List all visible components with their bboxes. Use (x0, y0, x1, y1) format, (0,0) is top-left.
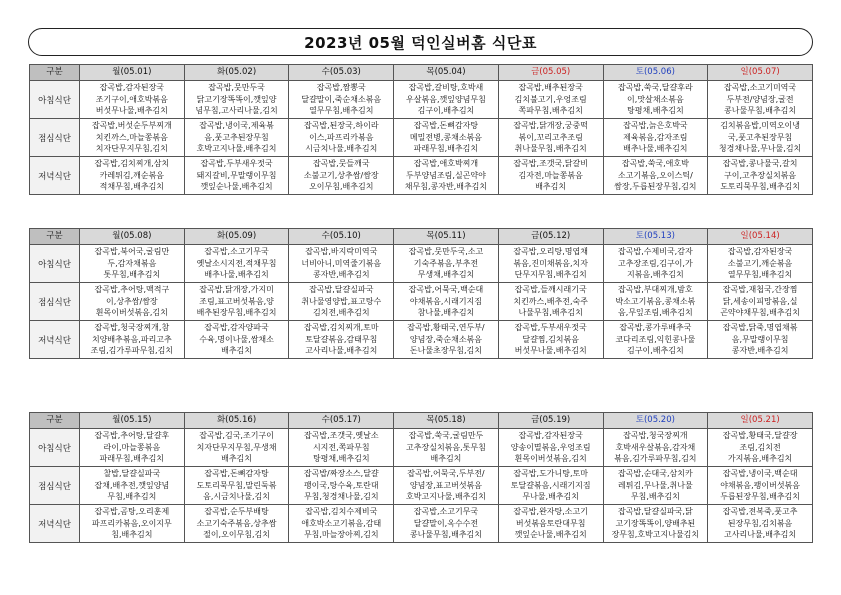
menu-line: 잡곡밥,돈뼈감자탕 (413, 121, 479, 131)
menu-line: 배추김치 (535, 182, 567, 192)
menu-line: 호박고지나물,배추김치 (406, 492, 486, 502)
menu-line: 콩자반,배추김치 (312, 270, 370, 280)
menu-cell (603, 119, 708, 157)
menu-line: 김구이,배추김치 (417, 106, 475, 116)
menu-line: 이스,파프리카볶음 (309, 132, 374, 142)
menu-line: 김구이,배추김치 (627, 346, 684, 356)
menu-line: 고추장실치볶음,톳무침 (406, 442, 486, 452)
menu-line: 청경채나물,무나물,김치 (718, 144, 802, 154)
menu-line: 채무침,콩자반,배추김치 (404, 182, 488, 192)
menu-line: 잡곡밥,콩나물국,갈치 (722, 159, 798, 169)
menu-line: 조림,표고버섯볶음,양 (199, 296, 274, 306)
menu-line: 지볶음,배추김치 (627, 270, 684, 280)
menu-line: 치양배추볶음,파리고추 (91, 334, 172, 344)
menu-line: 음,풋고추된장무침 (204, 132, 269, 142)
menu-line: 도토리묵무침,말린둑볶 (196, 480, 277, 490)
week-table-1 (29, 64, 813, 195)
menu-line: 잡곡밥,짬뽕국 (316, 83, 366, 93)
menu-line: 두부양념조림,실곤약야 (406, 170, 486, 180)
menu-line: 볶이,꼬리고추조림 (518, 132, 583, 142)
menu-line: 잡곡밥,추어탕,맥적구 (94, 285, 170, 295)
menu-line: 열무무침,배추김치 (309, 106, 374, 116)
menu-line: 잡곡밥,재첩국,간장찜 (722, 285, 798, 295)
menu-line: 잡곡밥,김치찌개,삼치 (94, 159, 170, 169)
menu-line: 잡곡밥,황태국,달걀장 (722, 431, 798, 441)
menu-line: 탕평채,배추김치 (312, 454, 370, 464)
menu-line: 음,무말랭이무침 (731, 334, 789, 344)
menu-line: 콩자반,배추김치 (731, 346, 789, 356)
menu-line: 김자전,마늘쫑볶음 (518, 170, 583, 180)
menu-cell (394, 157, 499, 195)
menu-line: 볶음,진미채볶음,치자 (513, 258, 588, 268)
menu-line: 취나물영양밥,표고탕수 (301, 296, 382, 306)
category-header: 구분 (30, 229, 80, 245)
menu-line: 취나물무침,배추김치 (514, 144, 587, 154)
menu-line: 배추김치 (221, 346, 253, 356)
menu-cell (184, 81, 289, 119)
day-header: 수(05.03) (289, 65, 394, 81)
day-header: 토(05.06) (603, 65, 708, 81)
menu-line: 잡곡밥,소고기미역국 (724, 83, 797, 93)
day-header: 목(05.18) (394, 413, 499, 429)
menu-cell (289, 81, 394, 119)
menu-line: 잡곡밥/짜장소스,달걀 (303, 469, 379, 479)
menu-line: 쪽파무침,배추김치 (518, 106, 583, 116)
menu-line: 달걀찜,김치볶음 (522, 334, 579, 344)
menu-line: 조기구이,애호박볶음 (95, 94, 168, 104)
menu-cell (394, 283, 499, 321)
menu-line: 카레튀김,깨순볶음 (99, 170, 165, 180)
menu-line: 달걀말이,옥수수전 (413, 518, 479, 528)
day-header: 화(05.16) (184, 413, 289, 429)
menu-cell (603, 81, 708, 119)
menu-line: 잡곡밥,쑥국,애호박 (621, 159, 689, 169)
menu-cell (708, 81, 813, 119)
menu-line: 양념장,죽순채소볶음 (409, 334, 483, 344)
meal-row (30, 245, 813, 283)
menu-cell (184, 245, 289, 283)
meal-row (30, 429, 813, 467)
menu-line: 치자단무지무침,김치 (95, 144, 168, 154)
menu-cell (498, 467, 603, 505)
menu-line: 잡곡밥,두부새우젓국 (200, 159, 273, 169)
menu-cell (289, 119, 394, 157)
menu-line: 양송이멸볶음,우엉조림 (510, 442, 591, 452)
menu-line: 나물무침,배추김치 (518, 308, 583, 318)
menu-line: 수육,명이나물,쌈채소 (199, 334, 274, 344)
menu-line: 두부전/양념장,굴전 (726, 94, 794, 104)
menu-line: 된장무침,김치볶음 (727, 518, 793, 528)
menu-line: 무침,배추김치 (107, 492, 157, 502)
meal-label: 저녁식단 (30, 321, 80, 359)
menu-cell (80, 119, 185, 157)
menu-line: 호박고지나물,배추김치 (196, 144, 277, 154)
menu-cell (603, 505, 708, 543)
menu-cell (289, 283, 394, 321)
menu-line: 소불고기,상추쌈/쌈장 (303, 170, 379, 180)
menu-line: 잡채,배추전,깻잎양념 (94, 480, 170, 490)
menu-cell (708, 467, 813, 505)
menu-cell (708, 245, 813, 283)
menu-cell (603, 245, 708, 283)
menu-line: 볶음,김가루파무침,김치 (614, 454, 697, 464)
menu-line: 잡곡밥,된장국,하이라 (303, 121, 379, 131)
menu-cell (498, 283, 603, 321)
menu-line: 잡곡밥,청국장찌개,참 (94, 323, 170, 333)
menu-line: 김치불고기,우엉조림 (514, 94, 587, 104)
menu-cell (289, 505, 394, 543)
menu-cell (80, 81, 185, 119)
menu-cell (394, 81, 499, 119)
menu-line: 잡곡밥,완자탕,소고기 (513, 507, 588, 517)
menu-line: 잡곡밥,황태국,연두부/ (407, 323, 485, 333)
menu-cell (708, 505, 813, 543)
meal-row (30, 467, 813, 505)
menu-line: 잡곡밥,김국,조기구이 (199, 431, 274, 441)
menu-cell (80, 467, 185, 505)
menu-line: 열무무침,배추김치 (727, 270, 793, 280)
menu-line: 찰밥,달걀실파국 (103, 469, 161, 479)
menu-line: 흰목이버섯볶음,김치 (514, 454, 587, 464)
menu-line: 잡곡밥,감자된장국 (518, 431, 583, 441)
menu-line: 잡곡밥,두부새우젓국 (514, 323, 587, 333)
menu-line: 잡곡밥,냉이국,제육볶 (199, 121, 274, 131)
day-header: 목(05.11) (394, 229, 499, 245)
menu-line: 잡곡밥,순두부배탕 (204, 507, 269, 517)
menu-line: 배추나물,배추김치 (204, 270, 269, 280)
menu-line: 잡곡밥,뭇만두국,소고 (408, 247, 484, 257)
week-table-2 (29, 228, 813, 359)
menu-cell (184, 321, 289, 359)
menu-line: 잡곡밥,도가니탕,토마 (513, 469, 588, 479)
menu-line: 박소고기볶음,콩채소볶 (615, 296, 696, 306)
menu-line: 잡곡밥,갈비탕,호박새 (408, 83, 484, 93)
menu-line: 치킨까스,마늘쫑볶음 (95, 132, 168, 142)
meal-label: 아침식단 (30, 429, 80, 467)
meal-row (30, 505, 813, 543)
menu-line: 배추나물,배추김치 (623, 144, 688, 154)
menu-cell (184, 429, 289, 467)
menu-line: 잡곡밥,순대국,삼치카 (618, 469, 693, 479)
menu-line: 고사리나물,배추김치 (724, 530, 797, 540)
day-header: 금(05.12) (498, 229, 603, 245)
menu-line: 달걀말이,죽순채소볶음 (301, 94, 382, 104)
menu-cell (394, 321, 499, 359)
menu-line: 버섯볶음토란대무침 (515, 518, 586, 528)
menu-line: 콩나물무침,배추김치 (724, 106, 797, 116)
menu-line: 제육볶음,감자조림 (623, 132, 688, 142)
menu-cell (603, 429, 708, 467)
menu-line: 김치전,배추김치 (312, 308, 370, 318)
menu-line: 콩나물무침,배추김치 (409, 530, 483, 540)
menu-line: 조림,김가루파무침,김치 (90, 346, 174, 356)
menu-cell (498, 505, 603, 543)
menu-line: 단무지무침,배추김치 (514, 270, 587, 280)
menu-cell (184, 119, 289, 157)
menu-line: 이,상추쌈/쌈장 (106, 296, 158, 306)
menu-line: 버섯무나물,배추김치 (95, 106, 168, 116)
menu-line: 소고기볶음,오이스틱/ (617, 170, 693, 180)
menu-line: 파래무침,배추김치 (99, 454, 165, 464)
menu-line: 구이,고추장실치볶음 (724, 170, 797, 180)
day-header: 수(05.10) (289, 229, 394, 245)
day-header: 금(05.05) (498, 65, 603, 81)
day-header: 일(05.21) (708, 413, 813, 429)
menu-cell (289, 321, 394, 359)
menu-line: 소불고기,깨순볶음 (727, 258, 793, 268)
menu-line: 참나물,배추김치 (417, 308, 475, 318)
menu-line: 잡곡밥,김치찌개,토마 (303, 323, 379, 333)
menu-line: 토달걀볶음,감태무침 (305, 334, 378, 344)
day-header: 금(05.19) (498, 413, 603, 429)
menu-line: 무침,마늘장아찌,김치 (303, 530, 379, 540)
meal-label: 아침식단 (30, 245, 80, 283)
menu-line: 잡곡밥,추어탕,달걀후 (94, 431, 170, 441)
menu-line: 음,무잎조림,배추김치 (618, 308, 693, 318)
menu-line: 양념장,표고버섯볶음 (409, 480, 483, 490)
menu-line: 팽이국,탕수육,토란대 (303, 480, 379, 490)
menu-line: 도토리묵무침,배추김치 (720, 182, 801, 192)
menu-line: 호박새우살볶음,감자채 (615, 442, 696, 452)
menu-line: 소고기숙주볶음,상추쌈 (196, 518, 277, 528)
menu-line: 잡곡밥,뭇만두국 (208, 83, 265, 93)
menu-line: 배추김치 (430, 454, 462, 464)
menu-cell (603, 283, 708, 321)
menu-line: 돼지갈비,무말랭이무침 (196, 170, 277, 180)
menu-line: 레튀김,무나물,취나물 (618, 480, 693, 490)
menu-line: 잡곡밥,북어국,굴림만 (94, 247, 170, 257)
meal-row (30, 283, 813, 321)
menu-line: 쌈장,두릅된장무침,김치 (614, 182, 697, 192)
menu-line: 잡곡밥,어묵국,두부전/ (407, 469, 485, 479)
menu-line: 야채볶음,시래기지짐 (409, 296, 483, 306)
menu-cell (289, 429, 394, 467)
week-table-3 (29, 412, 813, 543)
menu-line: 배추된장무침,배추김치 (196, 308, 277, 318)
menu-cell (603, 157, 708, 195)
menu-cell (80, 429, 185, 467)
menu-line: 무침,배추김치 (630, 492, 680, 502)
meal-row (30, 119, 813, 157)
menu-line: 탕평채,배추김치 (627, 106, 684, 116)
menu-line: 잡곡밥,부대찌개,밤호 (618, 285, 693, 295)
menu-line: 무침,청경채나물,김치 (303, 492, 379, 502)
menu-line: 잡곡밥,조갯국,닭갈비 (513, 159, 588, 169)
menu-line: 잡곡밥,쑥국,달걀후라 (618, 83, 693, 93)
menu-line: 너비아니,미역줄기볶음 (301, 258, 382, 268)
meal-label: 점심식단 (30, 467, 80, 505)
menu-cell (498, 81, 603, 119)
menu-cell (184, 505, 289, 543)
menu-line: 잡곡밥,감자된장국 (727, 247, 793, 257)
menu-line: 국,풋고추된장무침 (727, 132, 793, 142)
menu-line: 잡곡밥,달걀실파국 (309, 285, 374, 295)
menu-line: 잡곡밥,오리탕,명엽채 (513, 247, 588, 257)
menu-line: 잡곡밥,닭개장,궁중떡 (513, 121, 588, 131)
day-header: 토(05.20) (603, 413, 708, 429)
menu-cell (708, 119, 813, 157)
day-header: 월(05.01) (80, 65, 185, 81)
category-header: 구분 (30, 65, 80, 81)
meal-row (30, 81, 813, 119)
menu-line: 시금치나물,배추김치 (305, 144, 378, 154)
page-title: 2023년 05월 덕인실버홈 식단표 (304, 33, 537, 52)
menu-line: 오이무침,배추김치 (309, 182, 374, 192)
menu-line: 잡곡밥,감자된장국 (99, 83, 165, 93)
menu-line: 두,감자채볶음 (107, 258, 157, 268)
day-header: 목(05.04) (394, 65, 499, 81)
meal-label: 아침식단 (30, 81, 80, 119)
menu-line: 애호박소고기볶음,감태 (301, 518, 382, 528)
menu-line: 잡곡밥,조갯국,옛날소 (303, 431, 379, 441)
menu-line: 절이,오이무침,김치 (203, 530, 271, 540)
menu-line: 야채볶음,팽이버섯볶음 (720, 480, 801, 490)
category-header: 구분 (30, 413, 80, 429)
menu-line: 돈나물초장무침,김치 (409, 346, 483, 356)
menu-line: 잡곡밥,닭개장,가지미 (199, 285, 274, 295)
day-header: 일(05.07) (708, 65, 813, 81)
menu-line: 치자단무지무침,무생채 (196, 442, 277, 452)
menu-cell (394, 467, 499, 505)
menu-line: 잡곡밥,늙은호박국 (623, 121, 688, 131)
menu-line: 잡곡밥,김치수제비국 (305, 507, 378, 517)
day-header: 화(05.02) (184, 65, 289, 81)
menu-cell (394, 429, 499, 467)
day-header: 일(05.14) (708, 229, 813, 245)
menu-cell (498, 321, 603, 359)
menu-line: 잡곡밥,감자양파국 (204, 323, 269, 333)
menu-cell (80, 157, 185, 195)
menu-line: 깻잎순나물,배추김치 (200, 182, 273, 192)
meal-row (30, 321, 813, 359)
menu-cell (184, 283, 289, 321)
menu-line: 잡곡밥,애호박찌개 (413, 159, 479, 169)
menu-line: 깻잎순나물,배추김치 (514, 530, 587, 540)
meal-label: 저녁식단 (30, 505, 80, 543)
day-header: 수(05.17) (289, 413, 394, 429)
menu-cell (498, 119, 603, 157)
menu-line: 닭고기장똑똑이,깻잎양 (196, 94, 277, 104)
menu-line: 적채무침,배추김치 (99, 182, 165, 192)
menu-line: 잡곡밥,바지락미역국 (305, 247, 378, 257)
menu-cell (289, 245, 394, 283)
meal-row (30, 157, 813, 195)
menu-line: 무생채,배추김치 (417, 270, 475, 280)
title-banner (28, 28, 813, 56)
menu-cell (184, 467, 289, 505)
menu-line: 우살볶음,깻잎양념무침 (406, 94, 486, 104)
menu-cell (184, 157, 289, 195)
menu-line: 파래무침,배추김치 (413, 144, 479, 154)
menu-cell (498, 429, 603, 467)
menu-line: 장무침,호박고지나물김치 (611, 530, 700, 540)
menu-line: 라이,마늘쫑볶음 (103, 442, 161, 452)
menu-line: 파프리카볶음,오이지무 (91, 518, 172, 528)
menu-line: 메밀전병,콩채소볶음 (409, 132, 483, 142)
menu-line: 옛날소시지전,적채무침 (196, 258, 277, 268)
menu-line: 잡곡밥,배추된장국 (518, 83, 583, 93)
menu-line: 가지볶음,배추김치 (727, 454, 793, 464)
menu-line: 잡곡밥,뭇들깨국 (312, 159, 370, 169)
menu-line: 무나물,배추김치 (522, 492, 579, 502)
menu-cell (603, 321, 708, 359)
menu-line: 잡곡밥,수제비국,감자 (618, 247, 693, 257)
menu-line: 음,시금치나물,김치 (203, 492, 271, 502)
menu-line: 침,배추김치 (111, 530, 153, 540)
menu-cell (80, 321, 185, 359)
menu-line: 잡곡밥,소고기무국 (204, 247, 269, 257)
menu-line: 잡곡밥,쑥국,굴림만두 (408, 431, 484, 441)
menu-line: 잡곡밥,콩가루배추국 (619, 323, 692, 333)
menu-line: 이,맛살채소볶음 (627, 94, 684, 104)
menu-line: 배추김치 (221, 454, 253, 464)
menu-line: 코다리조림,익힌콩나물 (615, 334, 696, 344)
menu-cell (394, 245, 499, 283)
menu-cell (289, 157, 394, 195)
day-header: 월(05.15) (80, 413, 185, 429)
menu-cell (80, 245, 185, 283)
menu-cell (708, 321, 813, 359)
menu-line: 조림,김치전 (739, 442, 781, 452)
meal-label: 점심식단 (30, 119, 80, 157)
menu-cell (708, 429, 813, 467)
menu-cell (80, 505, 185, 543)
menu-line: 잡곡밥,곰탕,오리훈제 (94, 507, 170, 517)
menu-cell (394, 505, 499, 543)
menu-line: 토달걀볶음,시래기지짐 (510, 480, 591, 490)
menu-line: 잡곡밥,어묵국,백순대 (408, 285, 484, 295)
menu-cell (708, 283, 813, 321)
day-header: 화(05.09) (184, 229, 289, 245)
menu-line: 잡곡밥,소고기무국 (413, 507, 479, 517)
menu-line: 흰목이버섯볶음,김치 (95, 308, 168, 318)
menu-line: 고사리나물,배추김치 (305, 346, 378, 356)
menu-cell (80, 283, 185, 321)
meal-label: 점심식단 (30, 283, 80, 321)
menu-cell (289, 467, 394, 505)
menu-line: 잡곡밥,청국장찌개 (623, 431, 688, 441)
menu-cell (708, 157, 813, 195)
menu-line: 시지전,쪽파무침 (312, 442, 370, 452)
day-header: 토(05.13) (603, 229, 708, 245)
menu-line: 고추장조림,김구이,가 (618, 258, 693, 268)
menu-line: 버섯무나물,배추김치 (514, 346, 587, 356)
menu-line: 톳무침,배추김치 (103, 270, 161, 280)
menu-cell (603, 467, 708, 505)
menu-line: 잡곡밥,냉이국,백순대 (722, 469, 798, 479)
menu-line: 념무침,고사리나물,김치 (195, 106, 278, 116)
menu-line: 잡곡밥,전복죽,풋고추 (722, 507, 798, 517)
menu-line: 두릅된장무침,배추김치 (720, 492, 801, 502)
menu-line: 치킨까스,배추전,숙주 (513, 296, 588, 306)
menu-line: 곤약야채무침,배추김치 (720, 308, 801, 318)
menu-line: 잡곡밥,달걀실파국,닭 (618, 507, 693, 517)
menu-line: 김치볶음밥,미역오이냉 (720, 121, 801, 131)
menu-line: 고기장똑똑이,양배추된 (615, 518, 696, 528)
menu-cell (394, 119, 499, 157)
menu-line: 닭,세송이피망볶음,실 (722, 296, 798, 306)
menu-cell (498, 157, 603, 195)
menu-line: 잡곡밥,닭죽,명엽채볶 (722, 323, 798, 333)
day-header: 월(05.08) (80, 229, 185, 245)
menu-line: 잡곡밥,들깨시래기국 (514, 285, 587, 295)
menu-cell (498, 245, 603, 283)
menu-line: 잡곡밥,돈뼈감자탕 (204, 469, 269, 479)
menu-line: 잡곡밥,버섯순두부찌개 (91, 121, 172, 131)
menu-line: 기숙주볶음,부추전 (413, 258, 479, 268)
meal-label: 저녁식단 (30, 157, 80, 195)
